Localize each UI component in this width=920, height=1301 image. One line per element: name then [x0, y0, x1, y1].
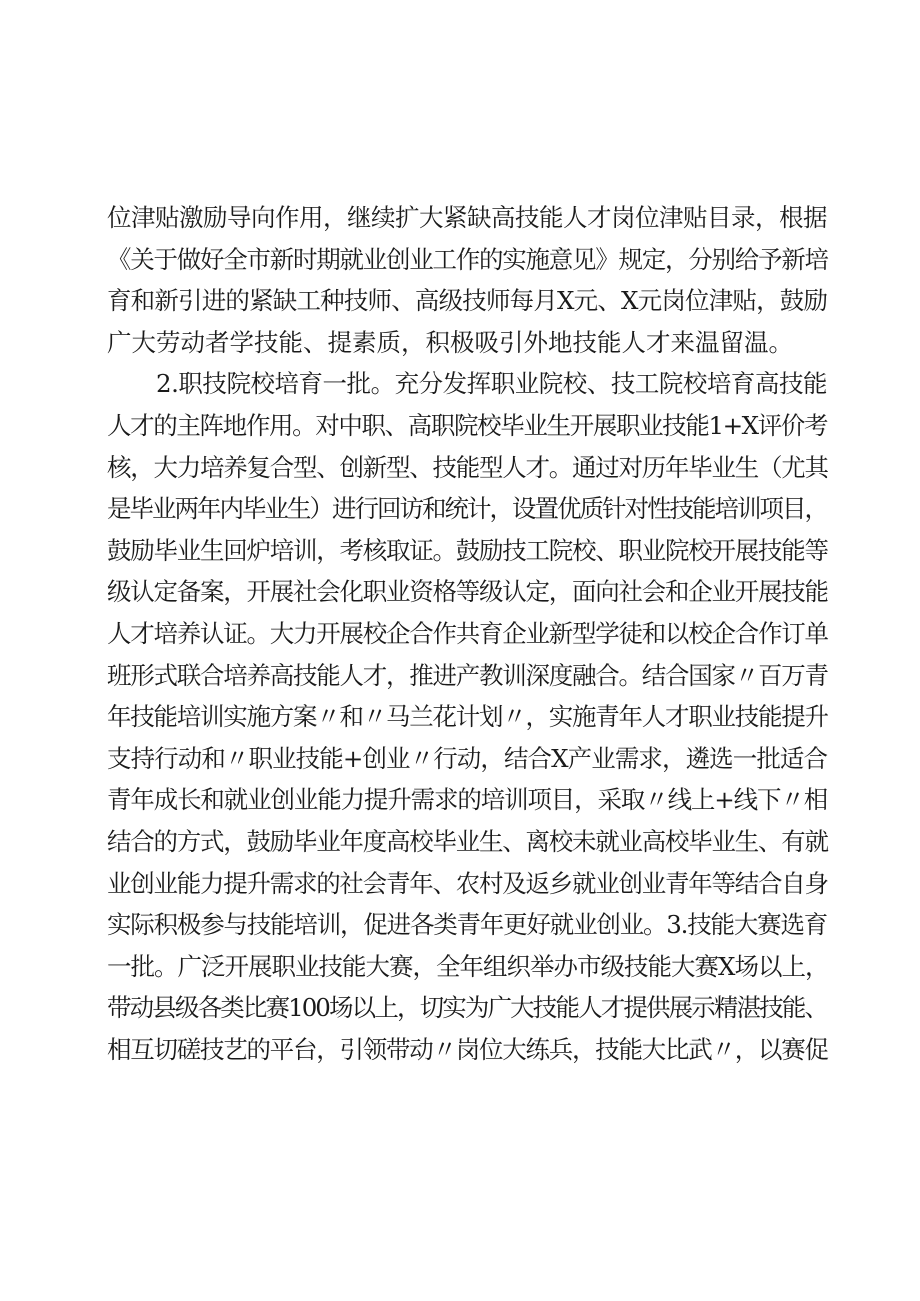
text-line: 育和新引进的紧缺工种技师、高级技师每月X元、X元岗位津贴，鼓励: [107, 286, 827, 316]
text-line: 青年成长和就业创业能力提升需求的培训项目，采取〃线上+线下〃相: [107, 785, 827, 815]
text-line: 一批。广泛开展职业技能大赛，全年组织举办市级技能大赛X场以上，: [107, 951, 829, 981]
body-text: [107, 197, 827, 1070]
text-line: 核，大力培养复合型、创新型、技能型人才。通过对历年毕业生（尤其: [107, 452, 828, 482]
text-line: 人才培养认证。大力开展校企合作共育企业新型学徒和以校企合作订单: [107, 618, 828, 648]
text-line: 结合的方式，鼓励毕业年度高校毕业生、离校未就业高校毕业生、有就: [107, 826, 828, 856]
text-line: 人才的主阵地作用。对中职、高职院校毕业生开展职业技能1+X评价考: [107, 410, 827, 440]
text-line: 支持行动和〃职业技能+创业〃行动，结合X产业需求，遴选一批适合: [107, 743, 827, 773]
text-line: 鼓励毕业生回炉培训，考核取证。鼓励技工院校、职业院校开展技能等: [107, 535, 828, 565]
text-line: 广大劳动者学技能、提素质，积极吸引外地技能人才来温留温。: [107, 327, 793, 357]
text-line: 级认定备案，开展社会化职业资格等级认定，面向社会和企业开展技能: [107, 577, 828, 607]
text-line: 班形式联合培养高技能人才，推进产教训深度融合。结合国家〃百万青: [107, 660, 828, 690]
text-line: 实际积极参与技能培训，促进各类青年更好就业创业。3.技能大赛选育: [107, 910, 827, 940]
text-line: 带动县级各类比赛100场以上，切实为广大技能人才提供展示精湛技能、: [107, 993, 827, 1023]
text-line: 业创业能力提升需求的社会青年、农村及返乡就业创业青年等结合自身: [107, 868, 828, 898]
paragraph-start-line: 2.职技院校培育一批。充分发挥职业院校、技工院校培育高技能: [156, 369, 827, 399]
text-line: 《关于做好全市新时期就业创业工作的实施意见》规定，分别给予新培: [107, 244, 828, 274]
text-line: 位津贴激励导向作用，继续扩大紧缺高技能人才岗位津贴目录，根据: [107, 203, 827, 232]
text-line: 年技能培训实施方案〃和〃马兰花计划〃，实施青年人才职业技能提升: [107, 702, 828, 732]
text-line: 相互切磋技艺的平台，引领带动〃岗位大练兵，技能大比武〃，以赛促: [107, 1034, 828, 1064]
text-line: 是毕业两年内毕业生）进行回访和统计，设置优质针对性技能培训项目，: [107, 494, 827, 524]
